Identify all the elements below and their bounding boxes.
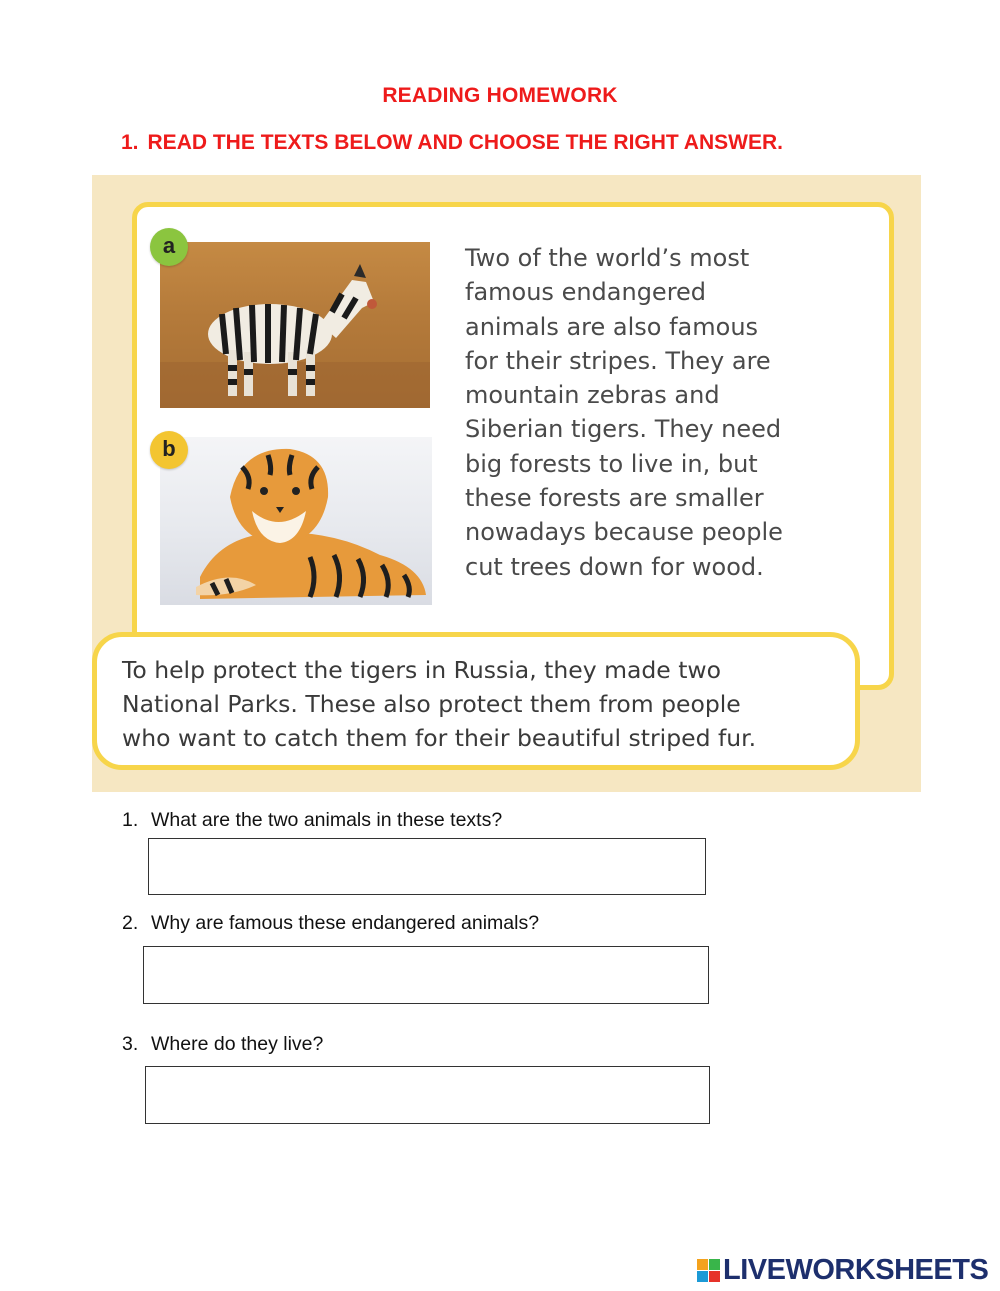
- tiger-photo: [160, 437, 432, 605]
- reading-text-bottom: [122, 653, 857, 755]
- reading-text-top: [465, 241, 835, 584]
- question-1: [122, 809, 502, 832]
- brand-name: LIVEWORKSHEETS: [723, 1254, 989, 1286]
- tiger-illustration: [160, 437, 432, 605]
- question-text: Where do they live?: [151, 1033, 324, 1055]
- answer-box-1[interactable]: [148, 838, 706, 895]
- question-number: 1.: [122, 809, 139, 831]
- answer-box-2[interactable]: [143, 946, 709, 1004]
- logo-square: [709, 1259, 720, 1270]
- text-line: who want to catch them for their beautiful striped fur.: [122, 724, 757, 752]
- text-line: cut trees down for wood.: [465, 552, 764, 581]
- text-line: these forests are smaller: [465, 484, 764, 513]
- badge-a: a: [150, 228, 188, 266]
- question-number: 2.: [122, 912, 139, 934]
- text-line: mountain zebras and: [465, 381, 720, 410]
- tiger-icon: [196, 449, 426, 599]
- question-2: [122, 912, 539, 935]
- badge-b: b: [150, 431, 188, 469]
- text-line: for their stripes. They are: [465, 346, 771, 375]
- logo-square: [697, 1271, 708, 1282]
- text-line: big forests to live in, but: [465, 449, 758, 478]
- logo-square: [697, 1259, 708, 1270]
- text-line: National Parks. These also protect them from people: [122, 690, 741, 718]
- logo-square: [709, 1271, 720, 1282]
- zebra-photo: [160, 242, 430, 408]
- text-line: nowadays because people: [465, 518, 783, 547]
- instruction-number: 1.: [121, 131, 139, 154]
- text-line: Siberian tigers. They need: [465, 415, 782, 444]
- question-number: 3.: [122, 1033, 139, 1055]
- liveworksheets-logo-icon: [697, 1259, 720, 1282]
- text-line: Two of the world’s most: [465, 244, 750, 272]
- instruction-text: READ THE TEXTS BELOW AND CHOOSE THE RIGHT ANSWER.: [147, 131, 783, 154]
- instruction: [121, 131, 783, 155]
- text-line: famous endangered: [465, 278, 707, 307]
- question-text: What are the two animals in these texts?: [151, 809, 503, 831]
- question-text: Why are famous these endangered animals?: [151, 912, 540, 934]
- zebra-illustration: [160, 242, 430, 408]
- liveworksheets-brand[interactable]: [697, 1254, 988, 1287]
- text-line: animals are also famous: [465, 312, 759, 341]
- reading-panel: [92, 175, 921, 792]
- question-3: [122, 1033, 323, 1056]
- text-line: To help protect the tigers in Russia, they made two: [122, 656, 722, 684]
- answer-box-3[interactable]: [145, 1066, 710, 1124]
- reading-card-bottom: [92, 632, 860, 770]
- page-title: READING HOMEWORK: [382, 84, 618, 107]
